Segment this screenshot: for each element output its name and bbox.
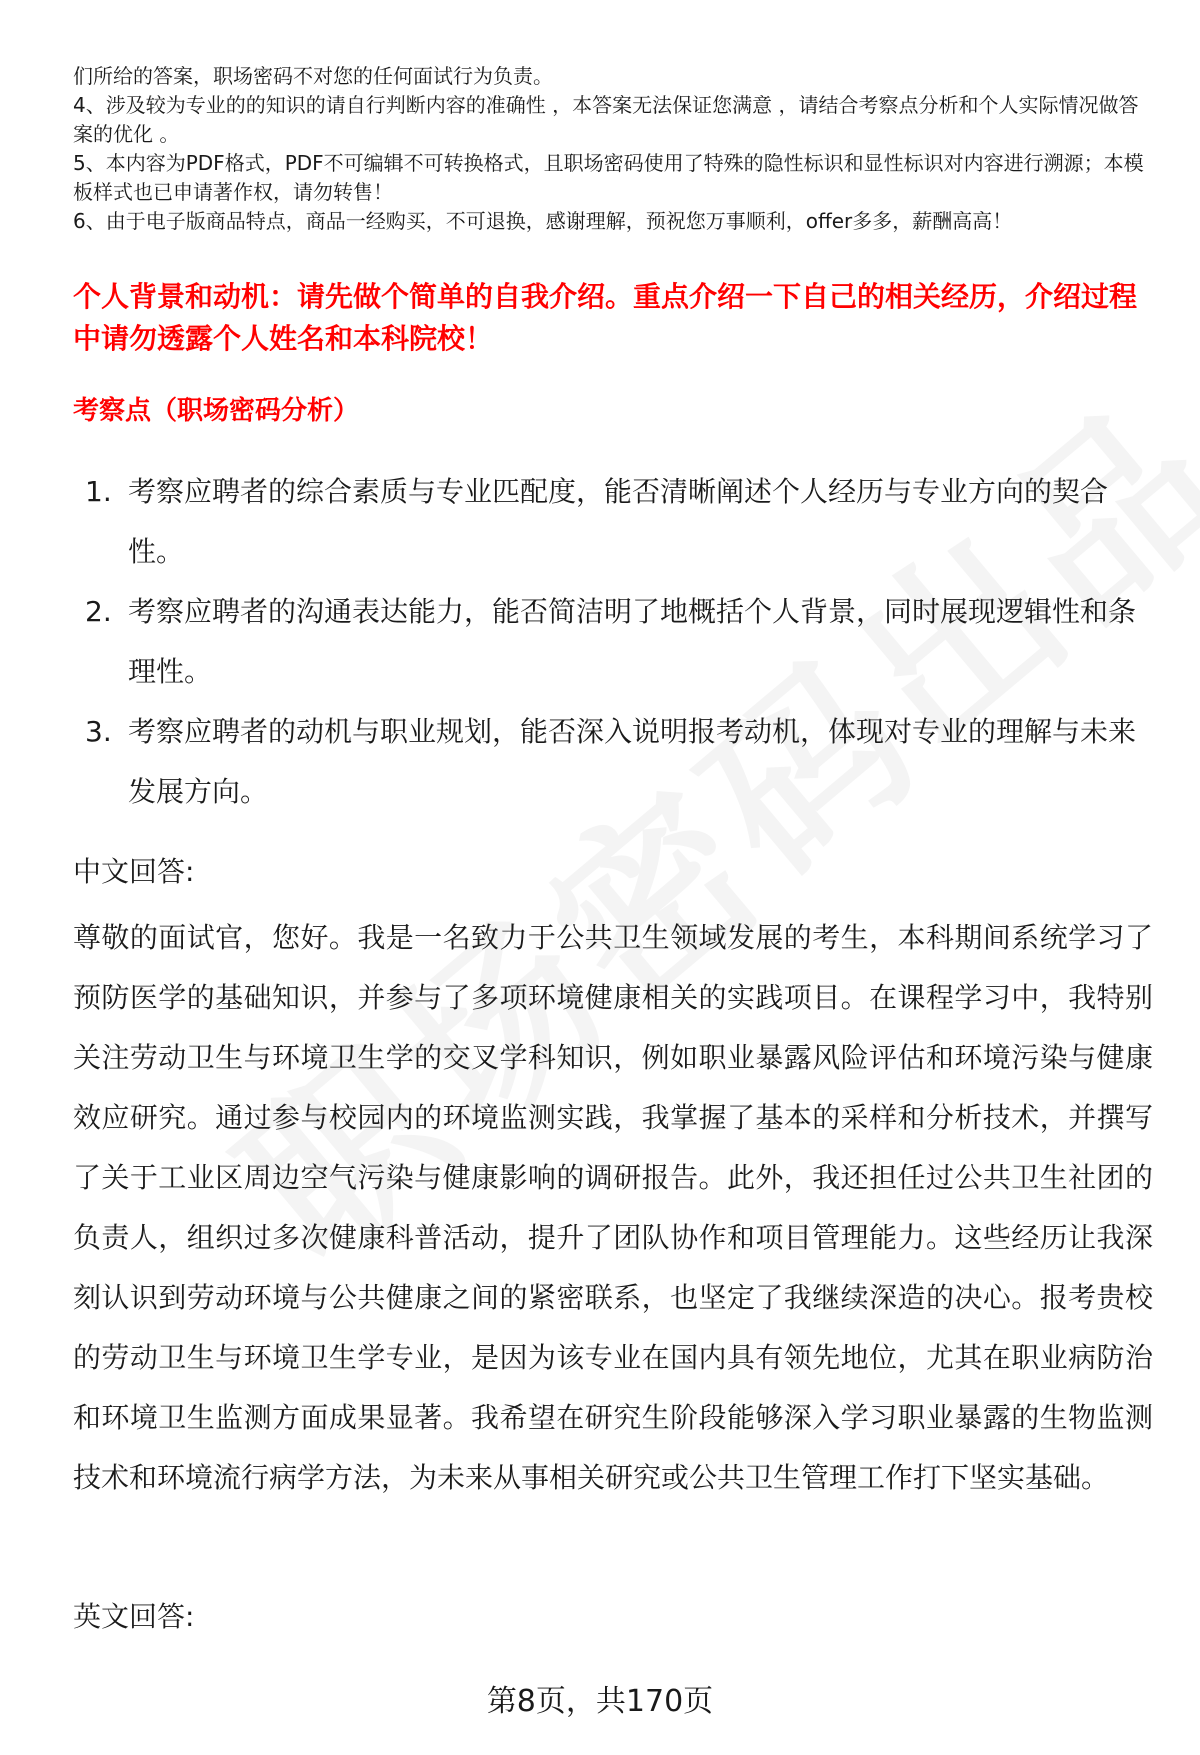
chinese-answer-label: 中文回答: [73,855,195,888]
exam-point-number: 3. [85,715,112,748]
exam-point-number: 1. [85,475,112,508]
exam-point-text: 考察应聘者的动机与职业规划，能否深入说明报考动机，体现对专业的理解与未来发展方向。 [128,715,1137,808]
exam-points-list [85,462,1145,822]
question-heading: 个人背景和动机：请先做个简单的自我介绍。重点介绍一下自己的相关经历，介绍过程中请勿透露个人姓名和本科院校！ [73,280,1138,355]
chinese-answer-text: 尊敬的面试官，您好。我是一名致力于公共卫生领域发展的考生，本科期间系统学习了预防医学的基础知识，并参与了多项环境健康相关的实践项目。在课程学习中，我特别关注劳动卫生与环境卫生学的交叉学科知识，例如职业暴露风险评估和环境污染与健康效应研究。通过参与校园内的环境监测实践，我掌握了基本的采样和分析技术，并撰写了关于工业区周边空气污染与健康影响的调研报告。此外，我还担任过公共卫生社团的负责人，组织过多次健康科普活动，提升了团队协作和项目管理能力。这些经历让我深刻认识到劳动环境与公共健康之间的紧密联系，也坚定了我继续深造的决心。报考贵校的劳动卫生与环境卫生学专业，是因为该专业在国内具有领先地位，尤其在职业病防治和环境卫生监测方面成果显著。我希望在研究生阶段能够深入学习职业暴露的生物监测技术和环境流行病学方法，为未来从事相关研究或公共卫生管理工作打下坚实基础。 [73,921,1153,1494]
note-line: 6、由于电子版商品特点，商品一经购买，不可退换，感谢理解，预祝您万事顺利，offer多多，薪酬高高！ [73,209,1013,233]
exam-point-number: 2. [85,595,112,628]
english-answer-label: 英文回答: [73,1600,195,1633]
note-line: 4、涉及较为专业的的知识的请自行判断内容的准确性 ，本答案无法保证您满意 ，请结合考察点分析和个人实际情况做答案的优化 。 [73,93,1139,146]
exam-point-item [85,702,1145,822]
exam-point-item [85,462,1145,582]
exam-points-title: 考察点（职场密码分析） [73,396,360,426]
exam-point-item [85,582,1145,702]
note-line: 们所给的答案，职场密码不对您的任何面试行为负责。 [73,64,553,88]
exam-point-text: 考察应聘者的沟通表达能力，能否简洁明了地概括个人背景，同时展现逻辑性和条理性。 [128,595,1137,688]
disclaimer-notes [73,62,1153,236]
page-footer: 第8页，共170页 [486,1684,714,1719]
note-line: 5、本内容为PDF格式，PDF不可编辑不可转换格式，且职场密码使用了特殊的隐性标识和显性标识对内容进行溯源；本模板样式也已申请著作权，请勿转售！ [73,151,1144,204]
exam-point-text: 考察应聘者的综合素质与专业匹配度，能否清晰阐述个人经历与专业方向的契合性。 [128,475,1109,568]
